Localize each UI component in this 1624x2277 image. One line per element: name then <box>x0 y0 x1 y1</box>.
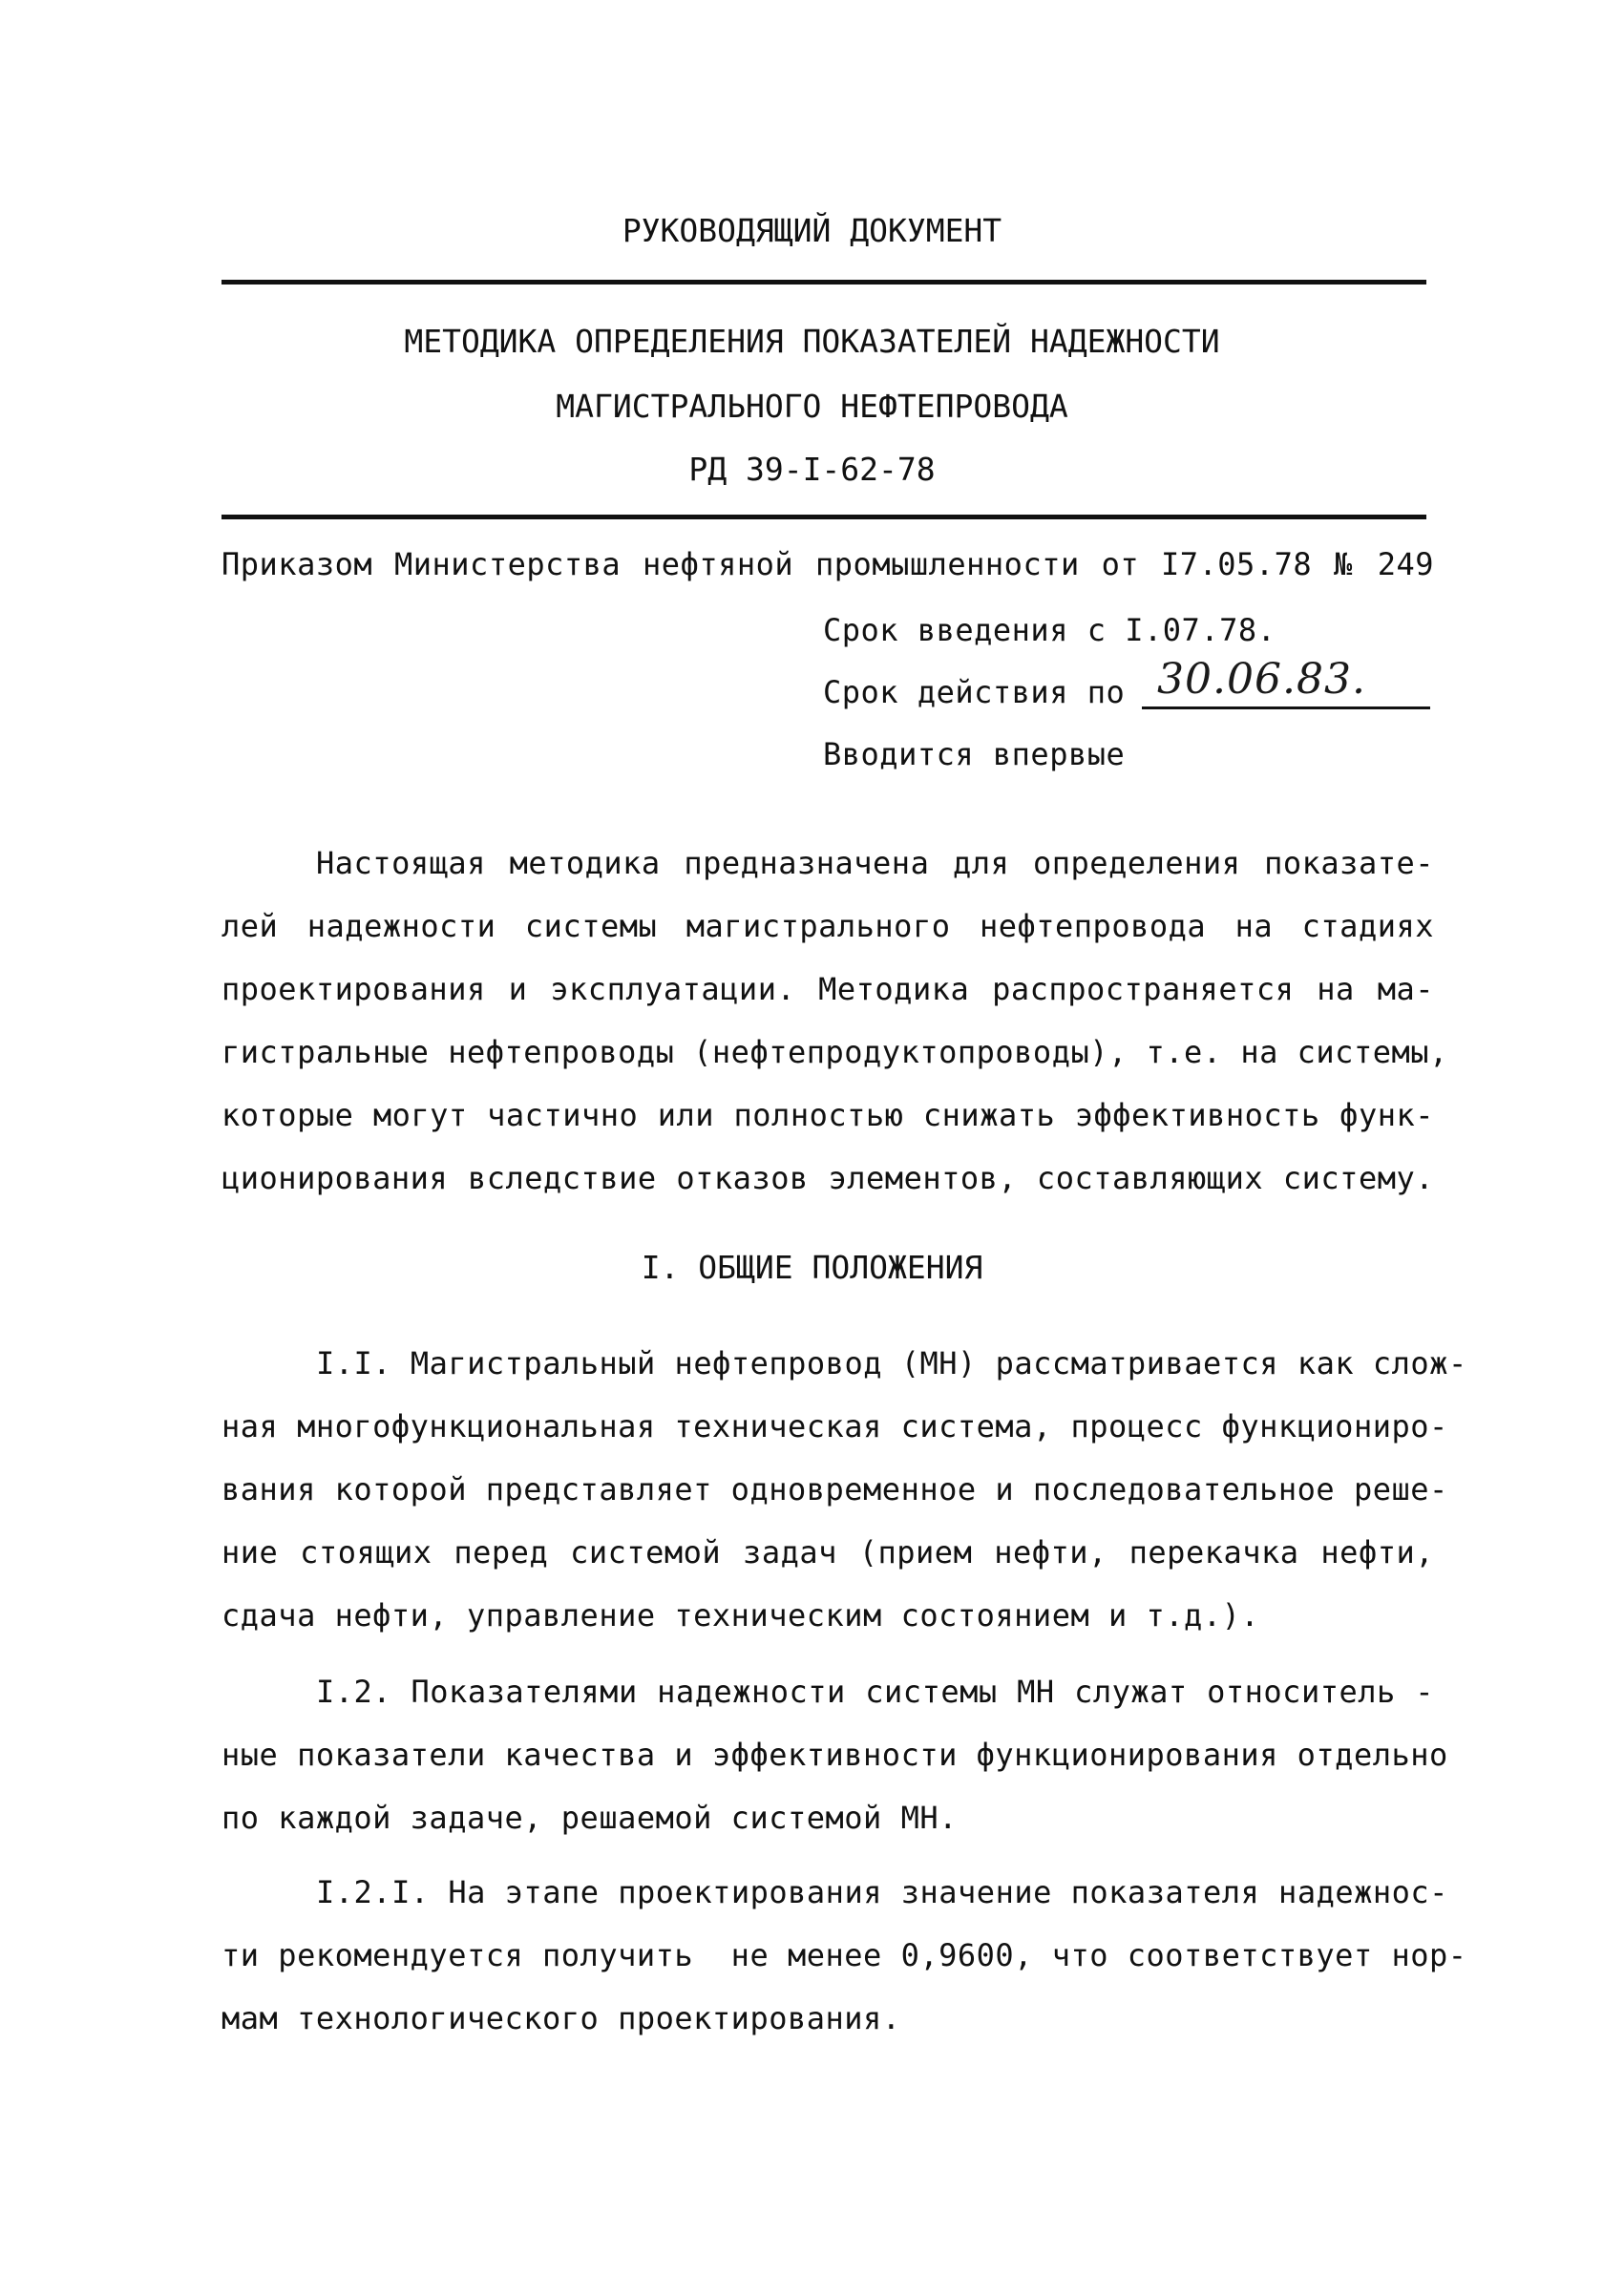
order-line: Приказом Министерства нефтяной промышленности от I7.05.78 № 249 <box>221 546 1434 582</box>
document-type-heading: РУКОВОДЯЩИЙ ДОКУМЕНТ <box>622 212 1002 249</box>
title-line-2: МАГИСТРАЛЬНОГО НЕФТЕПРОВОДА <box>556 388 1068 425</box>
valid-until-underline <box>1142 706 1430 709</box>
paragraph-line: I.2.I. На этапе проектирования значение показателя надежнос- <box>316 1874 1448 1910</box>
paragraph-line: мам технологического проектирования. <box>221 2000 901 2036</box>
intro-line: лей надежности системы магистрального нефтепровода на стадиях <box>221 908 1434 944</box>
title-line-1: МЕТОДИКА ОПРЕДЕЛЕНИЯ ПОКАЗАТЕЛЕЙ НАДЕЖНОСТИ <box>404 323 1220 360</box>
paragraph-line: ная многофункциональная техническая система, процесс функциониро- <box>221 1408 1448 1444</box>
paragraph-line: ные показатели качества и эффективности функционирования отдельно <box>221 1737 1448 1773</box>
paragraph-line: ти рекомендуется получить не менее 0,9600, что соответствует нор- <box>221 1937 1467 1973</box>
document-number: РД 39-I-62-78 <box>688 451 936 488</box>
valid-until-handwritten-date: 30.06.83. <box>1157 655 1366 704</box>
paragraph-line: I.2. Показателями надежности системы МН служат относитель - <box>316 1674 1434 1710</box>
intro-line: ционирования вследствие отказов элементов, составляющих систему. <box>221 1160 1434 1196</box>
paragraph-line: сдача нефти, управление техническим состоянием и т.д.). <box>221 1597 1260 1634</box>
intro-line: гистральные нефтепроводы (нефтепродуктопроводы), т.е. на системы, <box>221 1034 1448 1070</box>
paragraph-line: ние стоящих перед системой задач (прием нефти, перекачка нефти, <box>221 1534 1434 1571</box>
first-issue-note: Вводится впервые <box>823 736 1126 772</box>
valid-until-label: Срок действия по <box>823 674 1126 710</box>
intro-line: которые могут частично или полностью снижать эффективность функ- <box>221 1097 1434 1133</box>
intro-line: Настоящая методика предназначена для определения показате- <box>316 845 1434 881</box>
bottom-rule <box>221 515 1426 519</box>
paragraph-line: вания которой представляет одновременное и последовательное реше- <box>221 1471 1448 1507</box>
section-heading: I. ОБЩИЕ ПОЛОЖЕНИЯ <box>641 1249 983 1286</box>
intro-date: Срок введения с I.07.78. <box>823 612 1276 648</box>
paragraph-line: I.I. Магистральный нефтепровод (МН) рассматривается как слож- <box>316 1345 1467 1381</box>
top-rule <box>221 280 1426 285</box>
intro-line: проектирования и эксплуатации. Методика распространяется на ма- <box>221 971 1434 1007</box>
paragraph-line: по каждой задаче, решаемой системой МН. <box>221 1800 958 1836</box>
